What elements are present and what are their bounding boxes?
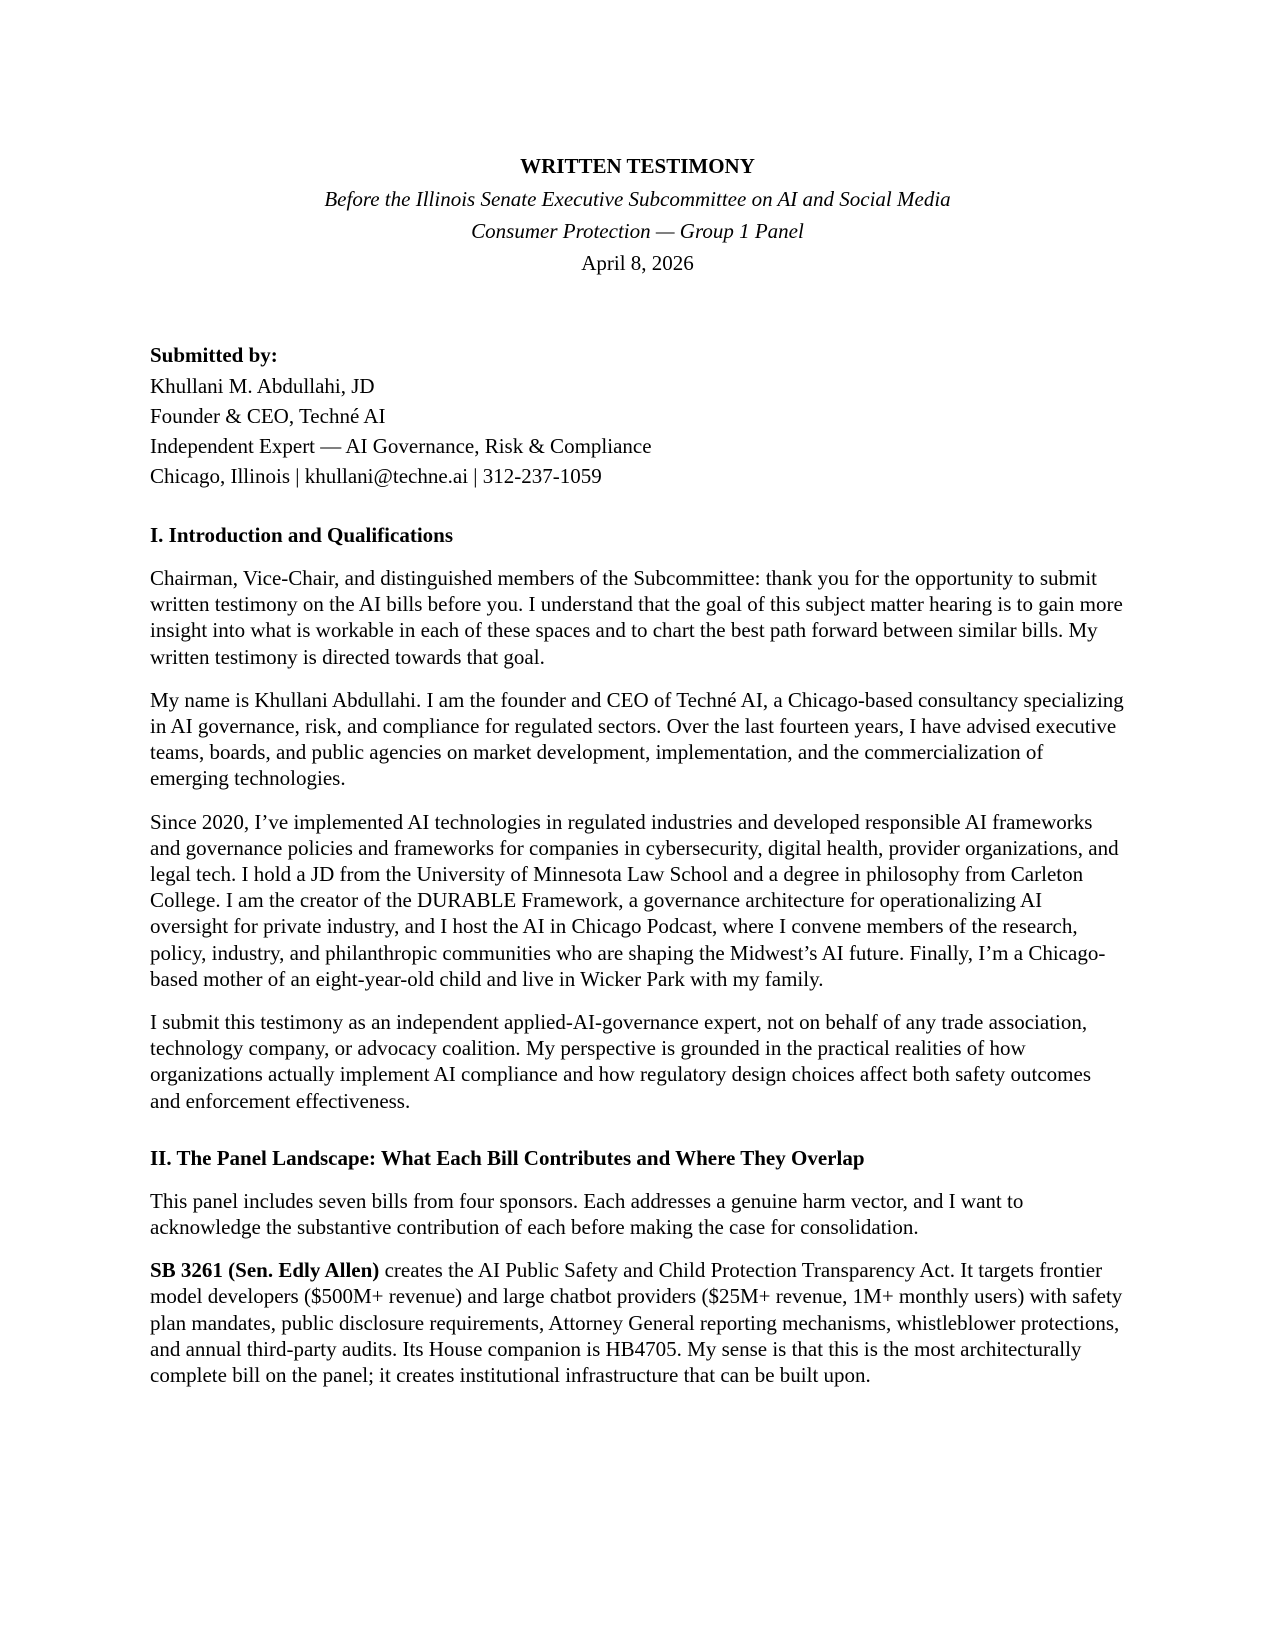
bill-name-sb3261: SB 3261 (Sen. Edly Allen): [150, 1258, 380, 1283]
submitter-contact: Chicago, Illinois | khullani@techne.ai | 312-237-1059: [150, 464, 602, 488]
paragraph: Chairman, Vice-Chair, and distinguished members of the Subcommittee: thank you for the opportunity to submit written testimony on the AI bills before you. I understand that the goal of this subject matter hearing is to gain more insight into what is workable in each of these spaces and to chart the best path forward between similar bills. My written testimony is directed towards that goal.: [150, 566, 1123, 669]
paragraph: I submit this testimony as an independent applied-AI-governance expert, not on behalf of any trade association, technology company, or advocacy coalition. My perspective is grounded in the practical realities of how organizations actually implement AI compliance and how regulatory design choices affect both safety outcomes and enforcement effectiveness.: [150, 1010, 1092, 1113]
section-heading-introduction: I. Introduction and Qualifications: [150, 523, 454, 547]
paragraph: My name is Khullani Abdullahi. I am the founder and CEO of Techné AI, a Chicago-based consultancy specializing in AI governance, risk, and compliance for regulated sectors. Over the last fourteen years, I have advised executive teams, boards, and public agencies on market development, implementation, and the commercialization of emerging technologies.: [150, 687, 1124, 791]
document-date: April 8, 2026: [581, 251, 694, 275]
submitter-role: Founder & CEO, Techné AI: [150, 404, 386, 428]
document-subtitle-line-1: Before the Illinois Senate Executive Subcommittee on AI and Social Media: [324, 187, 951, 211]
paragraph: This panel includes seven bills from four sponsors. Each addresses a genuine harm vector, and I want to acknowledge the substantive contribution of each before making the case for consolidation.: [150, 1188, 1024, 1240]
submitted-by-label: Submitted by:: [150, 343, 278, 367]
document-title: WRITTEN TESTIMONY: [520, 154, 755, 178]
submitted-by-block: [150, 340, 1125, 491]
submitter-name: Khullani M. Abdullahi, JD: [150, 374, 375, 398]
document-body: [150, 340, 1125, 1388]
bill-paragraph-sb3261: [150, 1257, 1125, 1388]
section-heading-panel-landscape: II. The Panel Landscape: What Each Bill Contributes and Where They Overlap: [150, 1145, 865, 1170]
bill-description-sb3261: creates the AI Public Safety and Child Protection Transparency Act. It targets frontier model developers ($500M+ revenue) and large chatbot providers ($25M+ revenue, 1M+ monthly users) with safety plan mandates, public disclosure requirements, Attorney General reporting mechanisms, whistleblower protections, and annual third-party audits. Its House companion is HB4705. My sense is that this is the most architecturally complete bill on the panel; it creates institutional infrastructure that can be built upon.: [150, 1258, 1123, 1388]
document-subtitle-line-2: Consumer Protection — Group 1 Panel: [471, 219, 804, 243]
document-header: [0, 150, 1275, 279]
paragraph: Since 2020, I’ve implemented AI technologies in regulated industries and developed responsible AI frameworks and governance policies and frameworks for companies in cybersecurity, digital health, provider organizations, and legal tech. I hold a JD from the University of Minnesota Law School and a degree in philosophy from Carleton College. I am the creator of the DURABLE Framework, a governance architecture for operationalizing AI oversight for private industry, and I host the AI in Chicago Podcast, where I convene members of the research, policy, industry, and philanthropic communities who are shaping the Midwest’s AI future. Finally, I’m a Chicago-based mother of an eight-year-old child and live in Wicker Park with my family.: [150, 809, 1119, 991]
submitter-expertise: Independent Expert — AI Governance, Risk & Compliance: [150, 434, 652, 458]
